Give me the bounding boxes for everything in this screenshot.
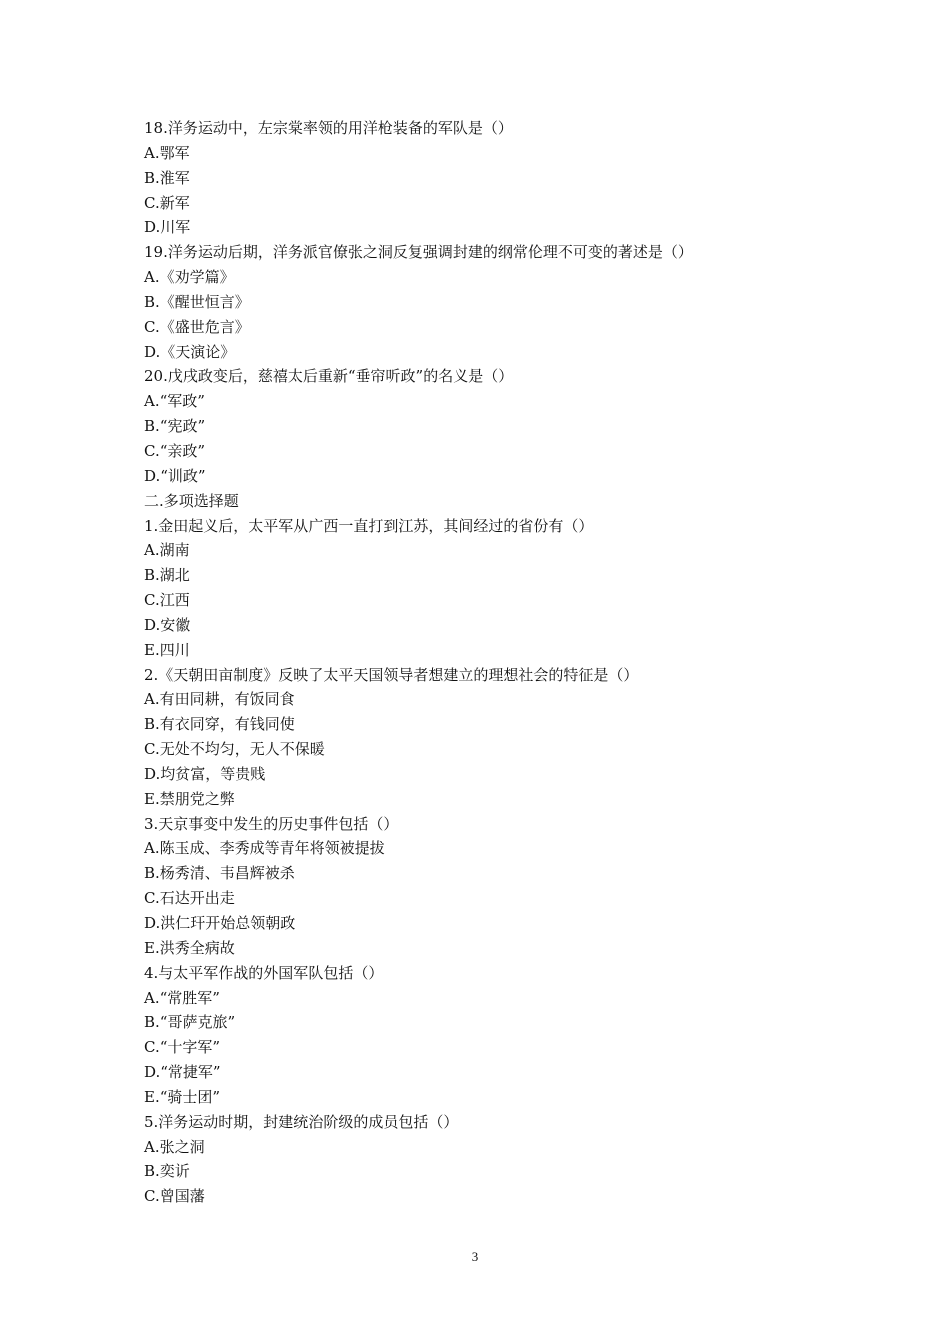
text-line: C.《盛世危言》 <box>144 317 250 336</box>
text-line: D.安徽 <box>144 615 191 634</box>
text-line: D.“训政” <box>144 466 206 485</box>
text-line: C.“十字军” <box>144 1038 221 1057</box>
text-line: A.张之洞 <box>144 1137 205 1156</box>
text-line: 4.与太平军作战的外国军队包括（） <box>144 963 384 982</box>
text-line: A.陈玉成、李秀成等青年将领被提拔 <box>144 839 385 858</box>
question-list <box>144 116 824 1209</box>
text-line: B.“宪政” <box>144 417 206 436</box>
text-line: B.奕䜣 <box>144 1162 190 1181</box>
text-line: 19.洋务运动后期，洋务派官僚张之洞反复强调封建的纲常伦理不可变的著述是（） <box>144 243 693 262</box>
text-line: E.“骑士团” <box>144 1087 221 1106</box>
text-line: A.有田同耕，有饭同食 <box>144 690 295 709</box>
text-line: 5.洋务运动时期，封建统治阶级的成员包括（） <box>144 1112 459 1131</box>
text-line: C.江西 <box>144 591 190 610</box>
text-line: B.“哥萨克旅” <box>144 1013 236 1032</box>
text-line: 3.天京事变中发生的历史事件包括（） <box>144 814 399 833</box>
text-line: D.洪仁玕开始总领朝政 <box>144 914 296 932</box>
text-line: 20.戊戌政变后，慈禧太后重新“垂帘听政”的名义是（） <box>144 367 514 386</box>
text-line: 二.多项选择题 <box>144 491 239 510</box>
text-line: C.无处不均匀，无人不保暖 <box>144 740 325 759</box>
text-line: A.“常胜军” <box>144 988 220 1007</box>
text-line: A.鄂军 <box>144 143 190 162</box>
text-line: A.“军政” <box>144 392 205 411</box>
text-line: B.淮军 <box>144 168 190 187</box>
text-line: B.有衣同穿，有钱同使 <box>144 715 295 734</box>
page-number: 3 <box>471 1249 479 1264</box>
text-line: B.杨秀清、韦昌辉被杀 <box>144 864 295 883</box>
text-line: C.“亲政” <box>144 441 206 460</box>
text-line: 18.洋务运动中，左宗棠率领的用洋枪装备的军队是（） <box>144 119 513 137</box>
text-line: A.《劝学篇》 <box>144 268 235 287</box>
text-line: D.川军 <box>144 218 191 237</box>
text-line: D.“常捷军” <box>144 1063 221 1082</box>
text-line: B.《醒世恒言》 <box>144 292 250 311</box>
text-line: B.湖北 <box>144 566 190 585</box>
text-line: D.《天演论》 <box>144 342 236 361</box>
text-line: C.新军 <box>144 193 190 212</box>
text-line: E.禁朋党之弊 <box>144 789 235 808</box>
text-line: C.曾国藩 <box>144 1187 205 1206</box>
text-line: E.洪秀全病故 <box>144 938 235 957</box>
text-line: D.均贫富，等贵贱 <box>144 764 266 783</box>
text-line: E.四川 <box>144 640 190 659</box>
text-line: 2.《天朝田亩制度》反映了太平天国领导者想建立的理想社会的特征是（） <box>144 665 639 684</box>
text-line: C.石达开出走 <box>144 889 235 908</box>
text-line: A.湖南 <box>144 541 190 560</box>
text-line: 1.金田起义后，太平军从广西一直打到江苏，其间经过的省份有（） <box>144 516 594 535</box>
